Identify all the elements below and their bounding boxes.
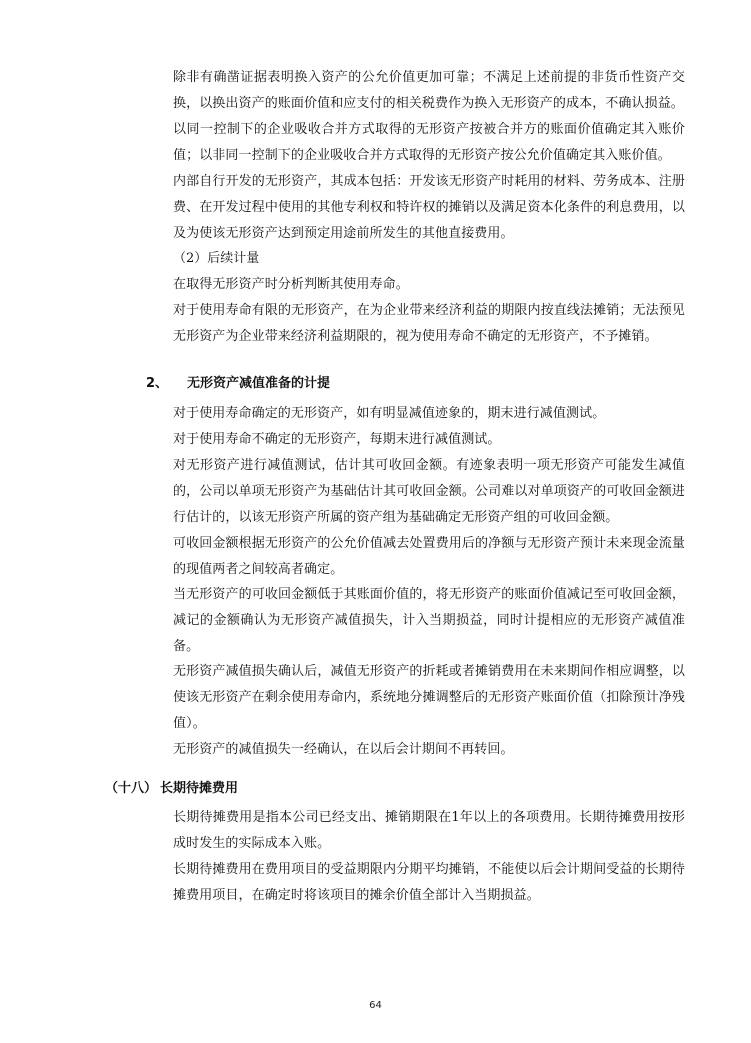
section-2-number: 2、 — [146, 376, 169, 391]
section-2-paragraph-7: 无形资产的减值损失一经确认，在以后会计期间不再转回。 — [173, 742, 514, 757]
page-number: 64 — [369, 1000, 382, 1011]
section-2-paragraph-3: 对无形资产进行减值测试，估计其可收回金额。有迹象表明一项无形资产可能发生减值的，公司以单项无形资产为基础估计其可收回金额。公司难以对单项资产的可收回金额进行估计的，以该无形资产所属的资产组为基础确定无形资产组的可收回金额。 — [173, 458, 685, 525]
section-18-paragraph-2: 长期待摊费用在费用项目的受益期限内分期平均摊销，不能使以后会计期间受益的长期待摊费用项目，在确定时将该项目的摊余价值全部计入当期损益。 — [173, 862, 685, 903]
section-18-heading — [0, 779, 751, 799]
section-2-paragraph-1: 对于使用寿命确定的无形资产，如有明显减值迹象的，期末进行减值测试。 — [173, 406, 606, 421]
intro-paragraph-2: 以同一控制下的企业吸收合并方式取得的无形资产按被合并方的账面价值确定其入账价值；以非同一控制下的企业吸收合并方式取得的无形资产按公允价值确定其入账价值。 — [173, 122, 685, 163]
intro-paragraph-1: 除非有确凿证据表明换入资产的公允价值更加可靠；不满足上述前提的非货币性资产交换，以换出资产的账面价值和应支付的相关税费作为换入无形资产的成本，不确认损益。 — [173, 70, 685, 111]
subsequent-paragraph-2: 对于使用寿命有限的无形资产，在为企业带来经济利益的期限内按直线法摊销；无法预见无形资产为企业带来经济利益期限的，视为使用寿命不确定的无形资产，不予摊销。 — [173, 303, 685, 344]
section-2-heading — [0, 374, 751, 394]
intro-paragraph-3: 内部自行开发的无形资产，其成本包括：开发该无形资产时耗用的材料、劳务成本、注册费、在开发过程中使用的其他专利权和特许权的摊销以及满足资本化条件的利息费用，以及为使该无形资产达到预定用途前所发生的其他直接费用。 — [173, 174, 685, 241]
section-18-title: 长期待摊费用 — [160, 781, 239, 796]
subsequent-measurement-heading: （2）后续计量 — [173, 251, 260, 266]
section-2-paragraph-2: 对于使用寿命不确定的无形资产，每期末进行减值测试。 — [173, 432, 501, 447]
section-2-paragraph-5: 当无形资产的可收回金额低于其账面价值的，将无形资产的账面价值减记至可收回金额，减记的金额确认为无形资产减值损失，计入当期损益，同时计提相应的无形资产减值准备。 — [173, 587, 685, 654]
section-2-paragraph-4: 可收回金额根据无形资产的公允价值减去处置费用后的净额与无形资产预计未来现金流量的现值两者之间较高者确定。 — [173, 536, 685, 577]
section-2-title: 无形资产减值准备的计提 — [187, 376, 331, 391]
section-18-paragraph-1: 长期待摊费用是指本公司已经支出、摊销期限在1年以上的各项费用。长期待摊费用按形成时发生的实际成本入账。 — [173, 810, 685, 851]
section-18-number: （十八） — [105, 781, 158, 796]
section-2-paragraph-6: 无形资产减值损失确认后，减值无形资产的折耗或者摊销费用在未来期间作相应调整，以使该无形资产在剩余使用寿命内，系统地分摊调整后的无形资产账面价值（扣除预计净残值）。 — [173, 664, 685, 731]
subsequent-paragraph-1: 在取得无形资产时分析判断其使用寿命。 — [173, 277, 409, 292]
